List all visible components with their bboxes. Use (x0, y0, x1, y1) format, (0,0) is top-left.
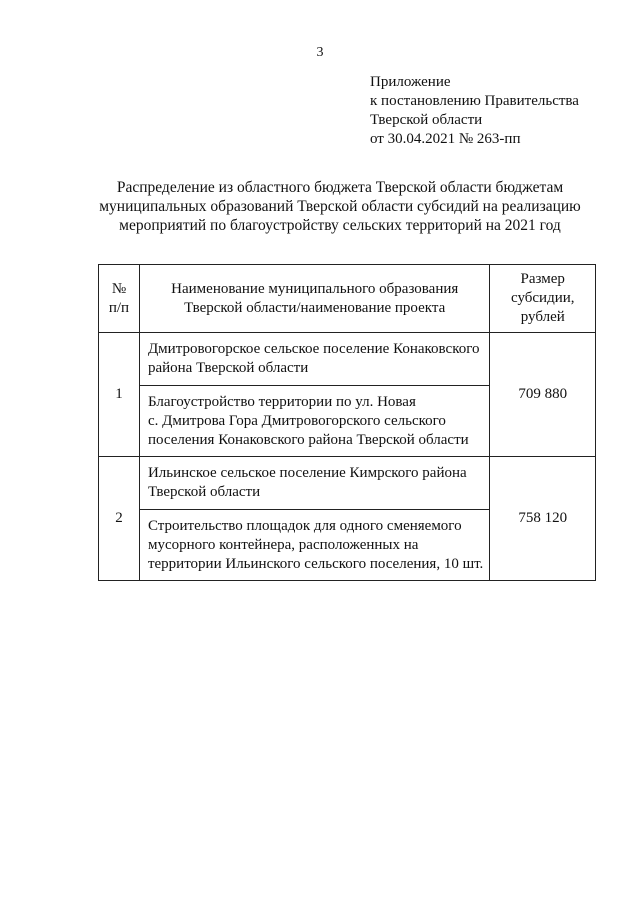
header-line: № (111, 280, 127, 297)
header-line: Размер (520, 271, 565, 287)
project-cell (139, 510, 490, 581)
appendix-block (370, 73, 579, 149)
appendix-line: от 30.04.2021 № 263-пп (370, 131, 521, 147)
header-num (99, 265, 140, 333)
table-row (99, 333, 596, 386)
appendix-line: Приложение (370, 74, 451, 90)
header-amount (490, 265, 596, 333)
cell-line: мусорного контейнера, расположенных на (147, 536, 419, 553)
header-line: рублей (520, 309, 565, 325)
header-line: п/п (108, 299, 130, 316)
cell-line: Благоустройство территории по ул. Новая (147, 393, 416, 410)
row-number: 2 (99, 457, 140, 581)
subsidy-table (98, 264, 596, 581)
table-header-row (99, 265, 596, 333)
appendix-line: к постановлению Правительства (370, 93, 579, 109)
cell-line: Тверской области (147, 484, 261, 500)
row-number: 1 (99, 333, 140, 457)
cell-line: поселения Конаковского района Тверской области (147, 431, 469, 448)
header-line: Наименование муниципального образования (171, 280, 459, 297)
title-line: Распределение из областного бюджета Тверской области бюджетам (116, 179, 564, 196)
municipality-cell (139, 333, 490, 386)
cell-line: территории Ильинского сельского поселения, 10 шт. (147, 555, 484, 572)
header-line: Тверской области/наименование проекта (184, 299, 446, 316)
municipality-cell (139, 457, 490, 510)
appendix-line: Тверской области (370, 112, 483, 128)
cell-line: с. Дмитрова Гора Дмитровогорского сельского (147, 412, 446, 429)
cell-line: Дмитровогорское сельское поселение Конаковского (147, 341, 480, 357)
header-line: субсидии, (510, 290, 575, 306)
amount-cell: 709 880 (490, 333, 596, 457)
title-line: мероприятий по благоустройству сельских территорий на 2021 год (119, 217, 561, 234)
cell-line: района Тверской области (147, 360, 309, 376)
cell-line: Ильинское сельское поселение Кимрского района (147, 465, 467, 481)
table-row (99, 457, 596, 510)
header-name (139, 265, 490, 333)
page-number: 3 (316, 45, 324, 60)
amount-cell: 758 120 (490, 457, 596, 581)
project-cell (139, 386, 490, 457)
document-title (80, 178, 600, 235)
title-line: муниципальных образований Тверской области субсидий на реализацию (99, 198, 581, 215)
cell-line: Строительство площадок для одного сменяемого (147, 517, 462, 534)
